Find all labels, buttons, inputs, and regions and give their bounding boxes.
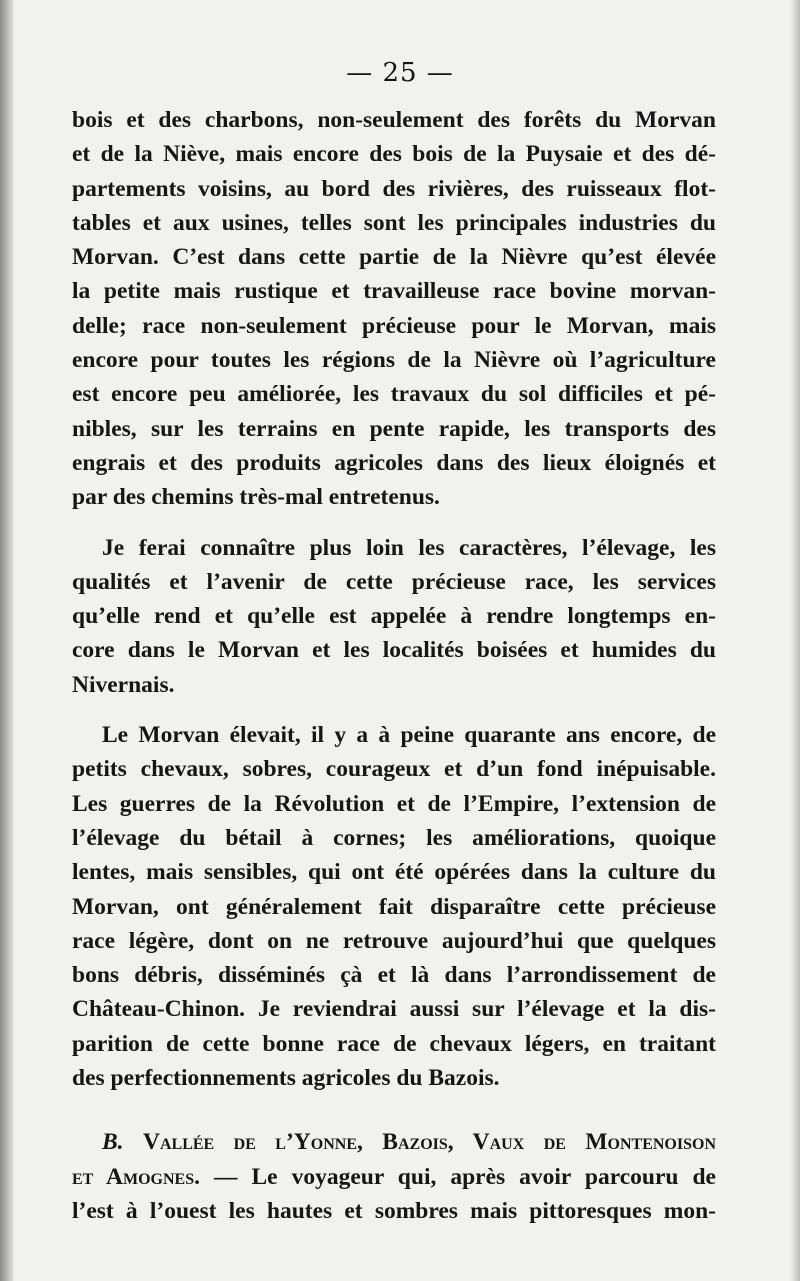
text-line: race légère, dont on ne retrouve aujourd’hui que quelques bbox=[72, 927, 716, 954]
section-b bbox=[72, 1125, 716, 1228]
text-line: des perfectionnements agricoles du Bazois. bbox=[72, 1065, 500, 1092]
text-line: lentes, mais sensibles, qui ont été opérées dans la culture du bbox=[72, 859, 716, 886]
paragraph bbox=[72, 718, 716, 1095]
text-line: Morvan, ont généralement fait disparaître cette précieuse bbox=[72, 893, 716, 920]
text-line: bois et des charbons, non-seulement des forêts du Morvan bbox=[72, 107, 716, 133]
text-line: par des chemins très-mal entretenus. bbox=[72, 484, 440, 511]
text-line: petits chevaux, sobres, courageux et d’un fond inépuisable. bbox=[72, 756, 716, 783]
text-line: bons débris, disséminés çà et là dans l’arrondissement de bbox=[72, 962, 716, 989]
page-number: — 25 — bbox=[346, 58, 454, 88]
body-text bbox=[72, 103, 716, 1228]
text-line: engrais et des produits agricoles dans des lieux éloignés et bbox=[72, 449, 716, 476]
text-line: est encore peu améliorée, les travaux du sol difficiles et pé- bbox=[72, 381, 716, 408]
text-line: Le Morvan élevait, il y a à peine quarante ans encore, de bbox=[102, 722, 716, 749]
text-line: qualités et l’avenir de cette précieuse race, les services bbox=[72, 568, 716, 595]
paragraph bbox=[72, 531, 716, 702]
text-line: tables et aux usines, telles sont les principales industries du bbox=[72, 209, 716, 236]
text-line: delle; race non-seulement précieuse pour le Morvan, mais bbox=[72, 312, 716, 339]
text-line: nibles, sur les terrains en pente rapide, les transports des bbox=[72, 415, 716, 442]
section-heading: Vallée de l’Yonne, Bazois, Vaux de Montenoison bbox=[143, 1129, 717, 1156]
text-line: et de la Niève, mais encore des bois de la Puysaie et des dé- bbox=[72, 141, 716, 168]
section-heading-line bbox=[72, 1125, 716, 1159]
text-line: Les guerres de la Révolution et de l’Empire, l’extension de bbox=[72, 790, 716, 817]
text-line: la petite mais rustique et travailleuse race bovine morvan- bbox=[72, 278, 716, 305]
text-line: Je ferai connaître plus loin les caractères, l’élevage, les bbox=[102, 534, 716, 561]
section-heading-continued: et Amognes. bbox=[72, 1163, 200, 1190]
text-line: partements voisins, au bord des rivières, des ruisseaux flot- bbox=[72, 175, 716, 202]
text-line: Morvan. C’est dans cette partie de la Nièvre qu’est élevée bbox=[72, 244, 716, 271]
text-line: parition de cette bonne race de chevaux légers, en traitant bbox=[72, 1030, 716, 1057]
paragraph bbox=[72, 103, 716, 515]
text-line: qu’elle rend et qu’elle est appelée à rendre longtemps en- bbox=[72, 603, 716, 630]
section-heading-line bbox=[72, 1160, 716, 1194]
text-line: core dans le Morvan et les localités boisées et humides du bbox=[72, 637, 716, 664]
text-line: encore pour toutes les régions de la Nièvre où l’agriculture bbox=[72, 347, 716, 374]
text-line: Château-Chinon. Je reviendrai aussi sur l’élevage et la dis- bbox=[72, 996, 716, 1023]
section-label: B. bbox=[102, 1129, 124, 1156]
text-line: l’élevage du bétail à cornes; les améliorations, quoique bbox=[72, 824, 716, 851]
text-line: l’est à l’ouest les hautes et sombres mais pittoresques mon- bbox=[72, 1197, 716, 1224]
text-line: Nivernais. bbox=[72, 671, 175, 698]
section-text: — Le voyageur qui, après avoir parcouru de bbox=[200, 1163, 716, 1190]
